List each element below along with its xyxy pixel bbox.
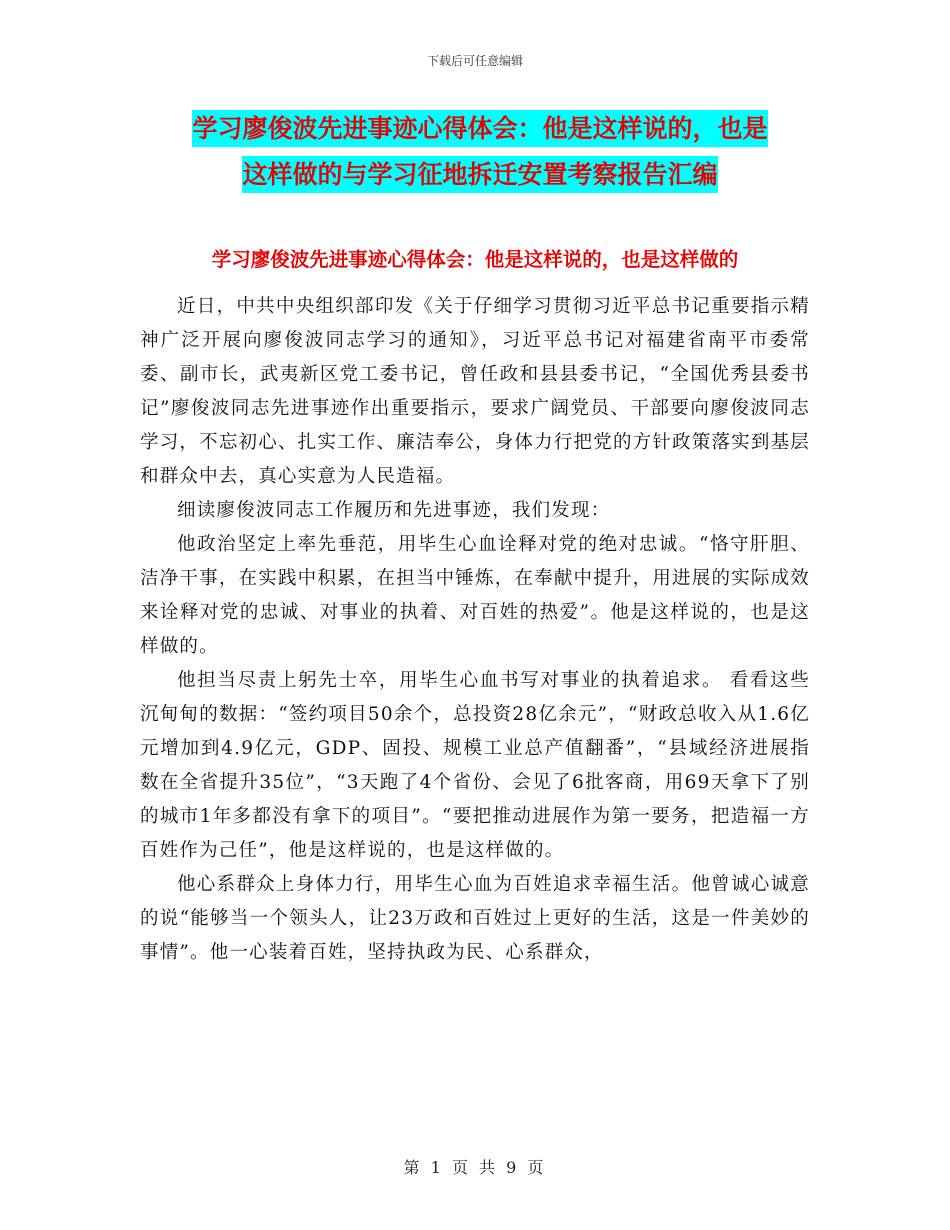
paragraph: 他政治坚定上率先垂范，用毕生心血诠释对党的绝对忠诚。“恪守肝胆、洁净干事，在实践中积累，在担当中锤炼，在奉献中提升，用进展的实际成效来诠释对党的忠诚、对事业的执着、对百姓的热爱”。他是这样说的，也是这样做的。 <box>140 534 810 657</box>
paragraph: 他心系群众上身体力行，用毕生心血为百姓追求幸福生活。他曾诚心诚意的说“能够当一个领头人，让23万政和百姓过上更好的生活，这是一件美妙的事情”。他一心装着百姓，坚持执政为民、心系群众， <box>140 874 810 963</box>
paragraph: 近日，中共中央组织部印发《关于仔细学习贯彻习近平总书记重要指示精神广泛开展向廖俊波同志学习的通知》，习近平总书记对福建省南平市委常委、副市长，武夷新区党工委书记，曾任政和县县委书记，“全国优秀县委书记”廖俊波同志先进事迹作出重要指示，要求广阔党员、干部要向廖俊波同志学习，不忘初心、扎实工作、廉洁奉公，身体力行把党的方针政策落实到基层和群众中去，真心实意为人民造福。 <box>140 296 810 487</box>
section-title: 学习廖俊波先进事迹心得体会：他是这样说的，也是这样做的 <box>211 248 739 271</box>
main-title-line1: 学习廖俊波先进事迹心得体会：他是这样说的，也是 <box>192 110 767 147</box>
document-body <box>140 290 810 970</box>
main-title <box>140 106 820 198</box>
page-footer: 第 1 页 共 9 页 <box>403 1158 547 1177</box>
paragraph: 细读廖俊波同志工作履历和先进事迹，我们发现： <box>177 500 611 521</box>
main-title-line2: 这样做的与学习征地拆迁安置考察报告汇编 <box>242 156 717 193</box>
header-note: 下载后可任意编辑 <box>426 54 523 68</box>
paragraph: 他担当尽责上躬先士卒，用毕生心血书写对事业的执着追求。 看看这些沉甸甸的数据：“签约项目50余个，总投资28亿余元”，“财政总收入从1.6亿元增加到4.9亿元，GDP、固投、规模工业总产值翻番”，“县域经济进展指数在全省提升35位”，“3天跑了4个省份、会见了6批客商，用69天拿下了别的城市1年多都没有拿下的项目”。“要把推动进展作为第一要务，把造福一方百姓作为己任”，他是这样说的，也是这样做的。 <box>140 670 810 861</box>
